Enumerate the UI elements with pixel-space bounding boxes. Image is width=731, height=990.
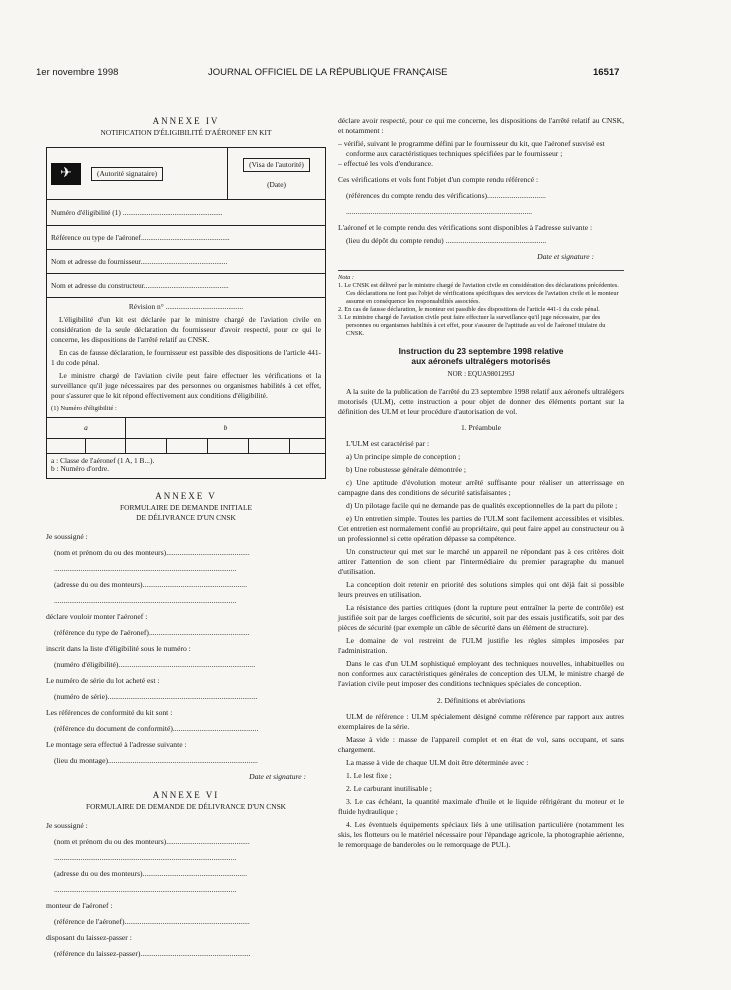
form-row-eligibility: Numéro d'éligibilité (1) ...................................................... xyxy=(47,200,326,226)
ulm-item: b) Une robustesse générale démontrée ; xyxy=(346,465,466,474)
authority-cell xyxy=(47,148,228,200)
nota-item: 3. Le ministre chargé de l'aviation civile peut faire effectuer la surveillance qu'il juge nécessaire, par des personnes ou organismes habilités à cet effet, pour s'assurer de l'aptitude au vol de l'aéronef titulaire du CNSK. xyxy=(338,314,606,337)
annex-v-subtitle-2: DE DÉLIVRANCE D'UN CNSK xyxy=(136,513,236,522)
availability-line: L'aéronef et le compte rendu des vérifications sont disponibles à l'adresse suivante : xyxy=(338,223,593,232)
nota-item: 2. En cas de fausse déclaration, le monteur est passible des dispositions de l'article 441-1 du code pénal. xyxy=(338,306,600,313)
form-line: (adresse du ou des monteurs)....................................................... xyxy=(54,869,247,878)
right-signature: Date et signature : xyxy=(537,252,594,261)
dash-item: – vérifié, suivant le programme défini par le fournisseur du kit, que l'aéronef susvisé est conforme aux caractéristiques techniques spécifiées par le fournisseur ; xyxy=(338,139,605,158)
nota-label: Nota : xyxy=(338,274,354,281)
annex-v-form-lines xyxy=(46,532,326,766)
form-line: Les références de conformité du kit sont : xyxy=(46,708,173,717)
form-line: ................................................................................................ xyxy=(54,885,237,894)
eligibility-paragraph: L'éligibilité d'un kit est déclarée par le ministre chargé de l'aviation civile en considération de la seule déclaration du fournisseur d'avoir respecté, pour ce qui le concerne, les dispositions de l'arrêté relatif au CNSK. xyxy=(51,315,321,344)
annex-vi-subtitle: FORMULAIRE DE DEMANDE DE DÉLIVRANCE D'UN CNSK xyxy=(85,802,287,811)
body-paragraph: Dans le cas d'un ULM sophistiqué employant des techniques nouvelles, inhabituelles ou non conformes aux caractéristiques générales de conception des ULM, le ministre chargé de l'aviation civile peut imposer des conditions techniques spéciales de conception. xyxy=(338,659,624,688)
annex-v-subtitle-1: FORMULAIRE DE DEMANDE INITIALE xyxy=(120,503,252,512)
declaration-intro: déclare avoir respecté, pour ce qui me concerne, les dispositions de l'arrêté relatif au CNSK, et notamment : xyxy=(338,116,624,135)
column-a-label: a xyxy=(47,418,126,438)
definition-paragraph: 2. Le carburant inutilisable ; xyxy=(346,784,432,793)
column-b-label: b xyxy=(223,423,228,432)
annex-iv-subtitle: NOTIFICATION D'ÉLIGIBILITÉ D'AÉRONEF EN KIT xyxy=(100,128,272,137)
annex-v-title: ANNEXE V xyxy=(155,491,217,501)
form-line: (référence de l'aéronef).................................................................. xyxy=(54,917,250,926)
body-paragraph: La conception doit retenir en priorité des solutions simples qui ont déjà fait si possible leurs preuves en utilisation. xyxy=(338,580,624,599)
section-2-title: 2. Définitions et abréviations xyxy=(436,696,526,705)
dgac-logo-icon: ✈ xyxy=(51,163,81,185)
form-row-constructor: Nom et adresse du constructeur.............................................. xyxy=(47,274,326,298)
instruction-title-2: aux aéronefs ultralégers motorisés xyxy=(411,356,551,366)
legend-b: b : Numéro d'ordre. xyxy=(51,464,109,473)
ulm-item: a) Un principe simple de conception ; xyxy=(346,452,461,461)
false-declaration-paragraph: En cas de fausse déclaration, le fournisseur est passible des dispositions de l'article 441-1 du code pénal. xyxy=(51,348,321,367)
ab-legend xyxy=(47,454,326,479)
visa-box: (Visa de l'autorité) xyxy=(243,158,310,172)
form-line: (référence du type de l'aéronef)..................................................... xyxy=(54,628,250,637)
right-column xyxy=(338,116,624,853)
ulm-item: d) Un pilotage facile qui ne demande pas de qualités exceptionnelles de la part du pilote ; xyxy=(346,501,618,510)
ab-header xyxy=(47,418,326,439)
dash-item: – effectué les vols d'endurance. xyxy=(338,159,434,168)
form-row-reference: Référence ou type de l'aéronef................................................ xyxy=(47,226,326,250)
body-paragraph: Un constructeur qui met sur le marché un appareil ne répondant pas à ces critères doit attirer l'attention de son client par l'intermédiaire du premier paragraphe du manuel d'utilisation. xyxy=(338,547,624,576)
instruction-intro: A la suite de la publication de l'arrêté du 23 septembre 1998 relatif aux aéronefs ultralégers motorisés (ULM), cette instruction a pour objet de donner des éléments portant sur la définition des ULM et leur procédure d'autorisation de vol. xyxy=(338,387,624,416)
form-line: (nom et prénom du ou des monteurs)............................................ xyxy=(54,548,250,557)
form-line: Je soussigné : xyxy=(46,532,88,541)
nor-reference: NOR : EQUA9801295J xyxy=(447,370,515,378)
legend-a: a : Classe de l'aéronef (1 A, 1 B...). xyxy=(51,456,155,465)
authority-box: (Autorité signataire) xyxy=(91,167,163,181)
verification-line: Ces vérifications et vols font l'objet d'un compte rendu référencé : xyxy=(338,175,539,184)
form-row-supplier: Nom et adresse du fournisseur............................................... xyxy=(47,250,326,274)
eligibility-footnote: (1) Numéro d'éligibilité : xyxy=(51,405,117,412)
form-line: (lieu du montage)............................................................................... xyxy=(54,756,258,765)
verification-dots-line: .................................................................................................. xyxy=(346,207,533,216)
form-line: ................................................................................................ xyxy=(54,853,237,862)
form-line: (adresse du ou des monteurs)....................................................... xyxy=(54,580,247,589)
ulm-characteristics: L'ULM est caractérisé par : xyxy=(346,439,430,448)
form-line: (référence du laissez-passer).......................................................... xyxy=(54,949,251,958)
definition-paragraph: 3. Le cas échéant, la quantité maximale d'huile et le liquide réfrigérant du moteur et le fluide hydraulique ; xyxy=(338,797,624,816)
form-line: inscrit dans la liste d'éligibilité sous le numéro : xyxy=(46,644,191,653)
verification-reference-line: (références du compte rendu des vérifications)............................... xyxy=(346,191,546,200)
body-paragraph: La résistance des parties critiques (dont la rupture peut entraîner la perte de contrôle) est justifiée soit par de larges coefficients de sécurité, soit par des essais justificatifs, soit par des pièces de sécurité (par exemple un câble de sécurité dans un élément de structure). xyxy=(338,603,624,632)
definition-paragraph: 1. Le lest fixe ; xyxy=(346,771,392,780)
definition-paragraph: La masse à vide de chaque ULM doit être déterminée avec : xyxy=(346,758,529,767)
definition-paragraph: Masse à vide : masse de l'appareil complet et en état de vol, sans occupant, et sans chargement. xyxy=(338,735,624,754)
number-boxes xyxy=(47,439,326,454)
visa-cell xyxy=(228,148,326,200)
definition-paragraph: ULM de référence : ULM spécialement désigné comme référence par rapport aux autres exemplaires de la série. xyxy=(338,712,624,731)
form-line: (nom et prénom du ou des monteurs)............................................ xyxy=(54,837,250,846)
journal-title: JOURNAL OFFICIEL DE LA RÉPUBLIQUE FRANÇAISE xyxy=(208,67,448,78)
nota-item: 1. Le CNSK est délivré par le ministre chargé de l'aviation civile en considération des déclarations précédentes. Ces déclarations ne font pas l'objet de vérifications spécifiques des services de l'aviation civile et le monteur assume en conséquence les responsabilités associées. xyxy=(338,282,619,305)
form-line: (numéro de série)............................................................................... xyxy=(54,692,258,701)
date-label: (Date) xyxy=(267,179,286,189)
ulm-item: e) Un entretien simple. Toutes les parties de l'ULM sont facilement accessibles et visibles. Cet entretien est normalement confié au propriétaire, qui peut faire appel au constructeur ou à un professionnel si cette opération dépasse sa compétence. xyxy=(338,514,624,543)
instruction-title-1: Instruction du 23 septembre 1998 relative xyxy=(398,346,564,356)
form-line: ................................................................................................ xyxy=(54,596,237,605)
section-1-title: 1. Préambule xyxy=(460,423,502,432)
body-paragraph: Le domaine de vol restreint de l'ULM justifie les règles simples imposées par l'administration. xyxy=(338,636,624,655)
form-line: ................................................................................................ xyxy=(54,564,237,573)
annex-vi-form-lines xyxy=(46,821,326,959)
form-line: disposant du laissez-passer : xyxy=(46,933,132,942)
eligibility-form xyxy=(46,147,326,479)
left-column xyxy=(46,116,326,965)
page-number: 16517 xyxy=(593,67,620,78)
annex-iv-title: ANNEXE IV xyxy=(152,116,220,126)
form-line: (référence du document de conformité)............................................. xyxy=(54,724,259,733)
verification-paragraph: Le ministre chargé de l'aviation civile peut faire effectuer les vérifications et la surveillance qu'il juge nécessaires par des personnes ou organismes habilités à cet effet, pour s'assurer que le kit répond effectivement aux conditions d'éligibilité. xyxy=(51,371,321,400)
form-line: Je soussigné : xyxy=(46,821,88,830)
revision-line: Révision n° .......................................... xyxy=(128,302,244,311)
annex-vi-title: ANNEXE VI xyxy=(152,790,220,800)
revision-cell xyxy=(47,298,326,418)
annex-v-signature: Date et signature : xyxy=(249,772,306,781)
header-date: 1er novembre 1998 xyxy=(36,67,119,78)
ulm-item: c) Une aptitude d'évolution moteur arrêté suffisante pour réaliser un atterrissage en campagne dans des conditions de sécurité satisfaisantes ; xyxy=(338,478,624,497)
form-line: (numéro d'éligibilité)........................................................................ xyxy=(54,660,256,669)
deposit-place-line: (lieu du dépôt du compte rendu) ..................................................... xyxy=(346,236,547,245)
form-line: déclare vouloir monter l'aéronef : xyxy=(46,612,148,621)
form-line: monteur de l'aéronef : xyxy=(46,901,113,910)
form-line: Le numéro de série du lot acheté est : xyxy=(46,676,160,685)
form-line: Le montage sera effectué à l'adresse suivante : xyxy=(46,740,187,749)
nota-block xyxy=(338,274,624,338)
definition-paragraph: 4. Les éventuels équipements spéciaux liés à une utilisation particulière (notamment les skis, les flotteurs ou le matériel nécessaire pour l'épandage agricole, la photographie aérienne, le remorquage de banderoles ou le remorquage de PUL). xyxy=(338,820,624,849)
